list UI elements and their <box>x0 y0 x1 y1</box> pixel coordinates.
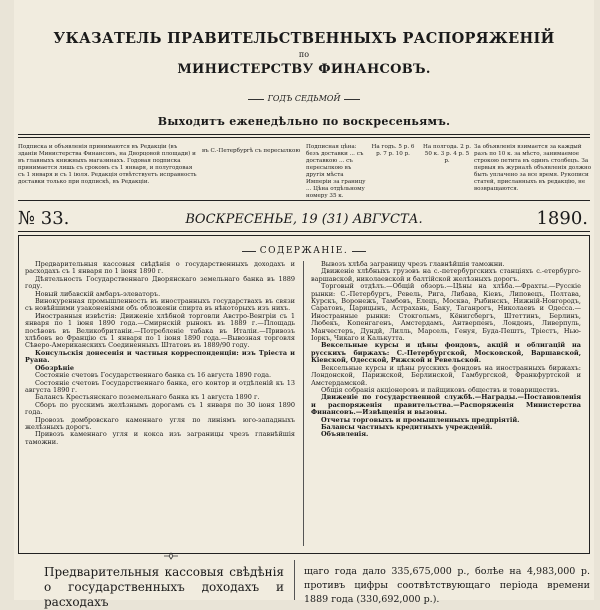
year-line-text: ГОДЪ СЕДЬМОЙ <box>267 94 341 103</box>
price-title: Подписная цѣна: <box>306 144 357 150</box>
price-text: безъ доставки ... съ доставкою ... съ пересылкою въ другія мѣста Имперіи за границу ... Цѣна отдѣльному номеру 35 к. <box>306 151 366 199</box>
contents-entry: Привозъ каменнаго угля и кокса изъ заграницы чрезъ главнѣйшія таможни. <box>25 430 295 446</box>
masthead-title-po: по <box>298 50 310 59</box>
contents-entry: Объявленія. <box>321 430 369 439</box>
subscription-info: Подписка и объявленія принимаются въ Редакціи (въ зданіи Министерства Финансовъ, на Дворцовой площади) и въ главныхъ книжныхъ магазинахъ. Годовая подписка принимается лишь съ срокомъ съ 1 января, и полугодовая съ 1 января и съ 1 іюля. Редакція отвѣтствуетъ исправность доставки только при подпискѣ, въ Редакціи. <box>18 144 197 185</box>
contents-entry: Состояніе счетовъ Государственнаго банка съ 16 августа 1890 года. <box>35 371 272 380</box>
contents-entry: Консульскія донесенія и частныя корреспонденціи: изъ Тріеста и Руана. <box>25 348 295 365</box>
contents-entry: Балансъ Крестьянскаго поземельнаго банка къ 1 августа 1890 г. <box>35 393 260 402</box>
price-year-column: На годъ. 5 р. 6 р. 7 р. 10 р. <box>371 144 415 157</box>
issue-number: № 33. <box>18 208 70 229</box>
contents-right-column <box>311 261 581 439</box>
contents-entry: Сборъ по русскимъ желѣзнымъ дорогамъ съ 1 января по 30 іюня 1890 года. <box>25 400 295 417</box>
article-heading: Предварительныя кассовыя свѣдѣнія о государственныхъ доходахъ и расходахъ <box>44 565 284 609</box>
masthead-title-line2: МИНИСТЕРСТВУ ФИНАНСОВЪ. <box>177 62 431 77</box>
contents-entry: Винокуренная промышленность въ иностранныхъ государствахъ въ связи съ новѣйшими узаконеніями объ обложеніи спирта въ нѣкоторыхъ изъ нихъ. <box>25 297 295 313</box>
advertising-info: За объявленія взимается за каждый разъ по 10 к. за мѣсто, занимаемое строкою петита въ одинъ столбецъ. За первыя въ журналѣ объявленія должно быть уплачено за все время. Рукописи статей, присланныхъ въ редакцію, не возвращаются. <box>474 144 592 192</box>
contents-entry: Новый либавскій амбаръ-элеваторъ. <box>35 289 161 298</box>
contents-entry: Обозрѣніе <box>35 363 74 372</box>
contents-entry: Отчеты торговыхъ и промышленныхъ предпріятій. <box>321 415 520 424</box>
issue-rule-top <box>18 200 590 201</box>
issue-rule-bottom <box>18 231 590 232</box>
contents-left-column <box>25 261 295 446</box>
issue-year: 1890. <box>536 208 588 229</box>
contents-entry: Иностранныя извѣстія: Движеніе хлѣбной торговли Австро-Венгріи съ 1 января по 1 іюня 1890 года.—Смирнскій рынокъ въ 1889 г.—Площадь посѣвовъ въ Великобританіи.—Потребленіе табака въ Италіи.—Привозъ хлѣбовъ во Францію съ 1 января по 1 іюня 1890 года.—Вывозная торговля Сѣверо-Американскихъ Соединенныхъ Штатовъ въ 1889/90 году. <box>25 311 295 350</box>
newspaper-page <box>14 0 594 609</box>
subscription-city: въ С.-Петербургѣ съ пересылкою <box>202 148 301 154</box>
issue-date: ВОСКРЕСЕНЬЕ, 19 (31) АВГУСТА. <box>185 212 423 227</box>
bottom-divider <box>294 560 295 600</box>
header-rule-top-2 <box>18 137 590 138</box>
contents-title-text: СОДЕРЖАНІЕ. <box>259 246 349 256</box>
contents-entry: Балансы частныхъ кредитныхъ учрежденій. <box>321 422 493 431</box>
contents-entry: Движеніе по государственной службѣ.—Награды.—Постановленія и распоряженія правительства.—Распоряженія Министерства Финансовъ.—Извѣщенія и вызовы. <box>311 393 581 417</box>
contents-entry: Предварительныя кассовыя свѣдѣнія о государственныхъ доходахъ и расходахъ съ 1 января по 1 іюня 1890 г. <box>25 260 295 276</box>
contents-entry: Провозъ домбровскаго каменнаго угля по линіямъ юго-западныхъ желѣзныхъ дорогъ. <box>25 415 295 431</box>
subscription-prices <box>306 144 366 200</box>
article-text: щаго года дало 335,675,000 р., болѣе на 4,983,000 р. противъ цифры соотвѣтствующаго періода времени 1889 года (330,692,000 р.). <box>304 566 590 605</box>
contents-entry: Вексельные курсы и цѣны русскихъ фондовъ на иностранныхъ биржахъ: Лондонской, Парижской, Берлинской, Гамбургской, Франкфуртской и Амстердамской. <box>311 363 581 387</box>
weekly-notice: Выходитъ еженедѣльно по воскресеньямъ. <box>157 115 451 128</box>
contents-entry: Состояніе счетовъ Государственнаго банка, его контор и отдѣленій къ 13 августа 1890 г. <box>25 378 295 394</box>
ornament-icon <box>164 552 178 560</box>
contents-entry: Дѣятельность Государственнаго Дворянскаго земельнаго банка въ 1889 году. <box>25 274 295 291</box>
contents-entry: Движеніе хлѣбныхъ грузовъ на с.-петербургскихъ станціяхъ с.-етербурго-варшавской, николаевской и балтійской желѣзныхъ дорогъ. <box>311 267 581 283</box>
contents-entry: Вывозъ хлѣба заграницу чрезъ главнѣйшія таможни. <box>321 260 505 268</box>
contents-title <box>19 246 589 257</box>
contents-entry: Торговый отдѣлъ.—Общій обзоръ.—Цѣны на хлѣба.—Фрахты.—Русскіе рынки: С.-Петербургъ, Ревель, Рига, Либава, Кіевъ, Липовецъ, Полтава, Курскъ, Воронежъ, Тамбовъ, Елецъ, Москва, Рыбинскъ, Нижній-Новгородъ, Саратовъ, Царицынъ, Астрахань, Баку, Таганрогъ, Николаевъ и Одесса.—Иностранные рынки: Стокгольмъ, Кёнигсбергъ, Штеттинъ, Берлинъ, Любекъ, Копенгагенъ, Амстердамъ, Антверпенъ, Лондонъ, Ливерпуль, Манчестеръ, Дундй, Лилль, Марсель, Генуя, Буда-Пештъ, Тріестъ, Нью-Іоркъ, Чикаго и Калькутта. <box>311 282 581 343</box>
contents-box <box>18 235 590 554</box>
contents-entry: Общія собранія акціонеровъ и пайщиковъ обществъ и товариществъ. <box>321 385 560 394</box>
contents-divider <box>303 261 304 546</box>
year-line <box>14 94 594 103</box>
price-halfyear-column: На полгода. 2 р. 50 к. 3 р. 4 р. 5 р. <box>423 144 471 164</box>
contents-entry: Вексельные курсы и цѣны фондовъ, акцій и облигацій на русскихъ биржахъ: С.-Петербургской, Московской, Варшавской, Кіевской, Одесской, Рижской и Ревельской. <box>311 341 581 365</box>
header-rule-top <box>18 134 590 135</box>
masthead-title-line1: УКАЗАТЕЛЬ ПРАВИТЕЛЬСТВЕННЫХЪ РАСПОРЯЖЕНІЙ <box>53 30 555 47</box>
